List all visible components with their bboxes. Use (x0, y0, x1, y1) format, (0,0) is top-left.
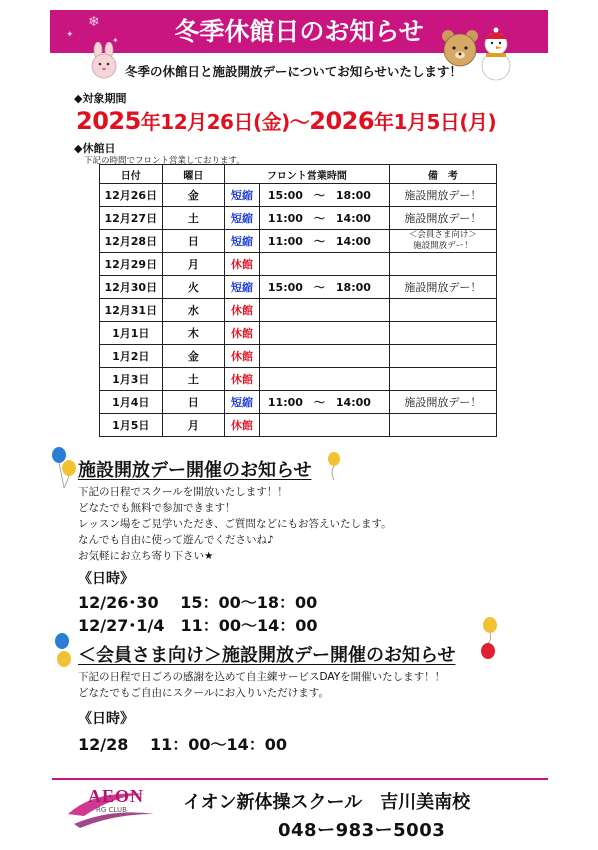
row-date: 12月31日 (100, 299, 163, 322)
table-row (100, 230, 497, 253)
row-note (389, 414, 496, 437)
row-note (389, 368, 496, 391)
row-note (389, 299, 496, 322)
member-day-description (78, 669, 445, 701)
row-note (389, 253, 496, 276)
open-day-description (78, 484, 392, 564)
row-day: 月 (162, 414, 225, 437)
row-status: 休館 (225, 253, 260, 276)
row-hours (259, 414, 389, 437)
row-date: 12月30日 (100, 276, 163, 299)
row-hours: 11:00 ～ 14:00 (259, 207, 389, 230)
row-date: 1月5日 (100, 414, 163, 437)
row-hours: 11:00 ～ 14:00 (259, 230, 389, 253)
column-header-day: 曜日 (162, 165, 225, 184)
row-status: 休館 (225, 299, 260, 322)
table-row (100, 253, 497, 276)
row-day: 日 (162, 230, 225, 253)
open-day-line: 下記の日程でスクールを開放いたします！！ (78, 486, 288, 498)
row-date: 12月28日 (100, 230, 163, 253)
bunny-illustration (86, 42, 122, 82)
row-date: 12月29日 (100, 253, 163, 276)
subtitle: 冬季の休館日と施設開放デーについてお知らせいたします！ (125, 64, 462, 79)
balloons-icon (52, 632, 76, 672)
row-day: 木 (162, 322, 225, 345)
member-day-line: 下記の日程で日ごろの感謝を込めて自主練サービスDAYを開催いたします！！ (78, 671, 446, 683)
row-day: 火 (162, 276, 225, 299)
column-header-notes: 備 考 (389, 165, 496, 184)
row-day: 土 (162, 207, 225, 230)
row-hours (259, 322, 389, 345)
table-row (100, 322, 497, 345)
row-note (389, 345, 496, 368)
member-day-when-label: 《日時》 (78, 711, 134, 727)
balloons-icon (476, 616, 502, 662)
period-end-date: 年1月5日(月) (374, 110, 497, 134)
row-hours (259, 299, 389, 322)
open-day-schedule: 12/26･30 15：00～18：00 (78, 593, 318, 612)
confetti-icon (324, 450, 344, 480)
table-row (100, 299, 497, 322)
closed-days-label: ◆休館日 (74, 142, 116, 155)
phone-number: 048ー983ー5003 (278, 820, 446, 841)
row-note: 施設開放デー！ (389, 184, 496, 207)
open-day-heading: 施設開放デー開催のお知らせ (78, 460, 312, 481)
closed-days-table (99, 164, 497, 437)
row-status: 休館 (225, 414, 260, 437)
balloons-icon (50, 446, 78, 488)
table-row (100, 414, 497, 437)
footer-divider (52, 778, 548, 780)
logo-text: AEON (88, 786, 145, 806)
table-row (100, 368, 497, 391)
row-note: 施設開放デー！ (389, 391, 496, 414)
open-day-when-label: 《日時》 (78, 571, 134, 587)
row-date: 1月2日 (100, 345, 163, 368)
period-range (76, 106, 496, 135)
row-date: 1月4日 (100, 391, 163, 414)
school-name: イオン新体操スクール 吉川美南校 (183, 792, 471, 813)
table-row (100, 184, 497, 207)
open-day-line: なんでも自由に使って遊んでくださいね♪ (78, 534, 274, 546)
row-status: 短縮 (225, 230, 260, 253)
row-date: 12月27日 (100, 207, 163, 230)
row-note-line: ＜会員さま向け＞ (408, 230, 477, 240)
aeon-rg-club-logo (64, 784, 160, 832)
row-date: 1月1日 (100, 322, 163, 345)
row-date: 1月3日 (100, 368, 163, 391)
row-hours (259, 368, 389, 391)
row-note-line: 施設開放デー！ (413, 241, 473, 251)
member-day-line: どなたでもご自由にスクールにお入りいただけます。 (78, 687, 329, 699)
logo-sub: RG CLUB (96, 806, 127, 814)
row-hours (259, 253, 389, 276)
member-day-schedule: 12/28 11：00～14：00 (78, 735, 288, 754)
table-row (100, 207, 497, 230)
row-day: 金 (162, 345, 225, 368)
open-day-line: どなたでも無料で参加できます！ (78, 502, 236, 514)
snowflake-icon: ❄ (88, 14, 100, 30)
row-status: 休館 (225, 368, 260, 391)
column-header-front-hours: フロント営業時間 (225, 165, 390, 184)
period-end-year: 2026 (309, 107, 375, 135)
row-status: 短縮 (225, 207, 260, 230)
row-day: 土 (162, 368, 225, 391)
table-row (100, 345, 497, 368)
row-day: 日 (162, 391, 225, 414)
sparkle-icon: ✦ (66, 30, 74, 40)
row-day: 金 (162, 184, 225, 207)
row-status: 短縮 (225, 184, 260, 207)
row-hours (259, 345, 389, 368)
sparkle-icon: ✦ (112, 36, 119, 45)
period-start-year: 2025 (76, 107, 141, 135)
period-start-date: 年12月26日(金)～ (140, 110, 310, 134)
row-note (389, 230, 496, 253)
open-day-line: レッスン場をご見学いただき、ご質問などにもお答えいたします。 (78, 518, 392, 530)
open-day-line: お気軽にお立ち寄り下さい★ (78, 550, 214, 562)
table-header-row (100, 165, 497, 184)
row-hours: 11:00 ～ 14:00 (259, 391, 389, 414)
table-row (100, 391, 497, 414)
row-day: 月 (162, 253, 225, 276)
row-status: 短縮 (225, 391, 260, 414)
table-row (100, 276, 497, 299)
row-date: 12月26日 (100, 184, 163, 207)
member-day-heading: ＜会員さま向け＞施設開放デー開催のお知らせ (78, 645, 456, 666)
row-status: 短縮 (225, 276, 260, 299)
open-day-schedule: 12/27･1/4 11：00～14：00 (78, 616, 318, 635)
row-hours: 15:00 ～ 18:00 (259, 184, 389, 207)
row-status: 休館 (225, 345, 260, 368)
row-status: 休館 (225, 322, 260, 345)
row-note (389, 322, 496, 345)
row-day: 水 (162, 299, 225, 322)
row-note: 施設開放デー！ (389, 207, 496, 230)
column-header-date: 日付 (100, 165, 163, 184)
row-hours: 15:00 ～ 18:00 (259, 276, 389, 299)
period-label: ◆対象期間 (74, 92, 127, 105)
row-note: 施設開放デー！ (389, 276, 496, 299)
page-title: 冬季休館日のお知らせ (174, 17, 424, 46)
closed-days-note: 下記の時間でフロント営業しております。 (84, 156, 245, 166)
